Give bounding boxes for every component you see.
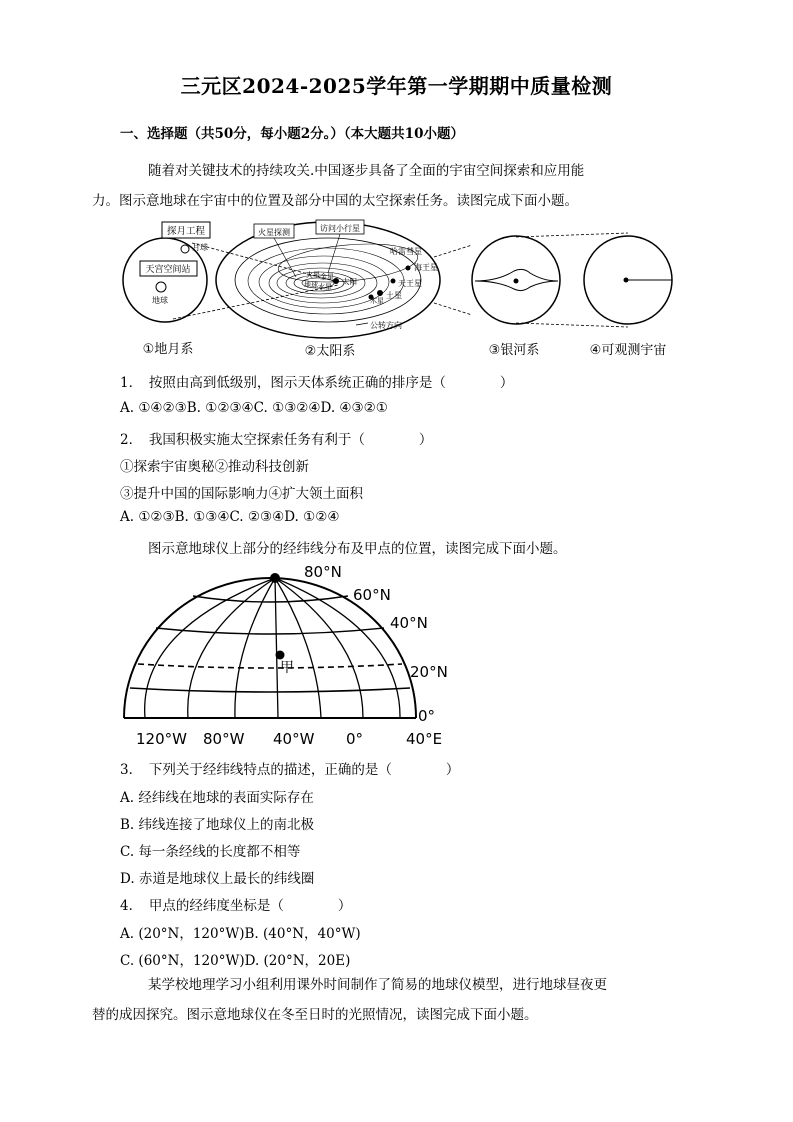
q4-options-2: C. (60°N，120°W)D. (20°N，20E) [120,953,351,969]
halley-label: 哈雷彗星 [390,247,422,256]
lat-40n-label: 40°N [390,614,428,632]
q4-stem: 4． 甲点的经纬度坐标是（ ） [120,898,352,914]
lon-0-label: 0° [346,730,364,748]
cosmic-systems-figure [118,215,678,365]
lon-40w-label: 40°W [273,730,315,748]
earth-label: 地球 [152,296,168,305]
uranus-label: 天王星 [398,279,422,288]
lat-80n-label: 80°N [304,563,342,581]
intro-line: 替的成因探究。图示意地球仪在冬至日时的光照情况，读图完成下面小题。 [92,1007,538,1023]
section-heading: 一、选择题（共50分，每小题2分。）（本大题共10小题） [120,126,464,142]
q3-option-a: A. 经纬线在地球的表面实际存在 [120,790,314,806]
lunar-project-label: 探月工程 [166,226,206,237]
earth-dot [156,282,166,292]
q3-option-c: C. 每一条经线的长度都不相等 [120,844,301,860]
jupiter-label: 木星 [370,297,384,305]
lon-120w-label: 120°W [136,730,187,748]
q3-option-b: B. 纬线连接了地球仪上的南北极 [120,817,315,833]
lon-80w-label: 80°W [203,730,245,748]
space-station-label: 天宫空间站 [145,265,191,275]
globe-grid-figure [118,560,448,750]
point-jia-label: 甲 [280,660,294,676]
saturn-label: 土星 [386,291,402,300]
q2-statement-2: ③提升中国的国际影响力④扩大领土面积 [120,486,363,502]
north-pole-dot [270,573,280,583]
lon-40e-label: 40°E [406,730,443,748]
sun-label: 太阳 [342,277,357,286]
caption-universe: ④可观测宇宙 [589,343,667,358]
caption-earth-moon: ①地月系 [142,342,194,357]
earth2-label: 地球 [304,281,318,289]
caption-galaxy: ③银河系 [488,343,540,358]
point-jia-dot [276,651,285,660]
intro-line: 某学校地理学习小组利用课外时间制作了简易的地球仪模型，进行地球昼夜更 [148,977,607,993]
moon-dot [181,245,189,253]
lat-60n-label: 60°N [353,586,391,604]
intro-2: 图示意地球仪上部分的经纬线分布及甲点的位置，读图完成下面小题。 [148,541,567,557]
page-title: 三元区2024-2025学年第一学期期中质量检测 [180,74,613,98]
q4-options-1: A. (20°N，120°W)B. (40°N，40°W) [120,926,361,942]
direction-label: 公转方向 [370,321,402,330]
q1-stem: 1． 按照由高到低级别，图示天体系统正确的排序是（ ） [120,375,514,391]
intro-line: 力。图示意地球在宇宙中的位置及部分中国的太空探索任务。读图完成下面小题。 [92,193,578,209]
q1-options: A. ①④②③B. ①②③④C. ①③②④D. ④③②① [120,400,388,416]
neptune-label: 海王星 [414,263,438,272]
asteroid-mission-label: 访问小行星 [320,224,360,233]
mars-label: 火星 [306,271,320,279]
intro-paragraph-1 [92,156,672,216]
q3-stem: 3． 下列关于经纬线特点的描述，正确的是（ ） [120,762,460,778]
mercury-label: 水星 [318,283,332,291]
q2-stem: 2． 我国积极实施太空探索任务有利于（ ） [120,432,433,448]
q2-statement-1: ①探索宇宙奥秘②推动科技创新 [120,459,309,475]
q2-options: A. ①②③B. ①③④C. ②③④D. ①②④ [120,509,340,525]
moon-label: 月球 [192,243,208,252]
caption-solar: ②太阳系 [304,344,356,359]
mars-mission-label: 火星探测 [258,228,290,237]
lat-20n-label: 20°N [410,663,448,681]
q3-option-d: D. 赤道是地球仪上最长的纬线圈 [120,871,315,887]
lat-0-label: 0° [418,707,436,725]
intro-line: 随着对关键技术的持续攻关.中国逐步具备了全面的宇宙空间探索和应用能 [148,163,585,179]
venus-label: 金星 [320,273,334,281]
intro-paragraph-3 [92,970,672,1030]
